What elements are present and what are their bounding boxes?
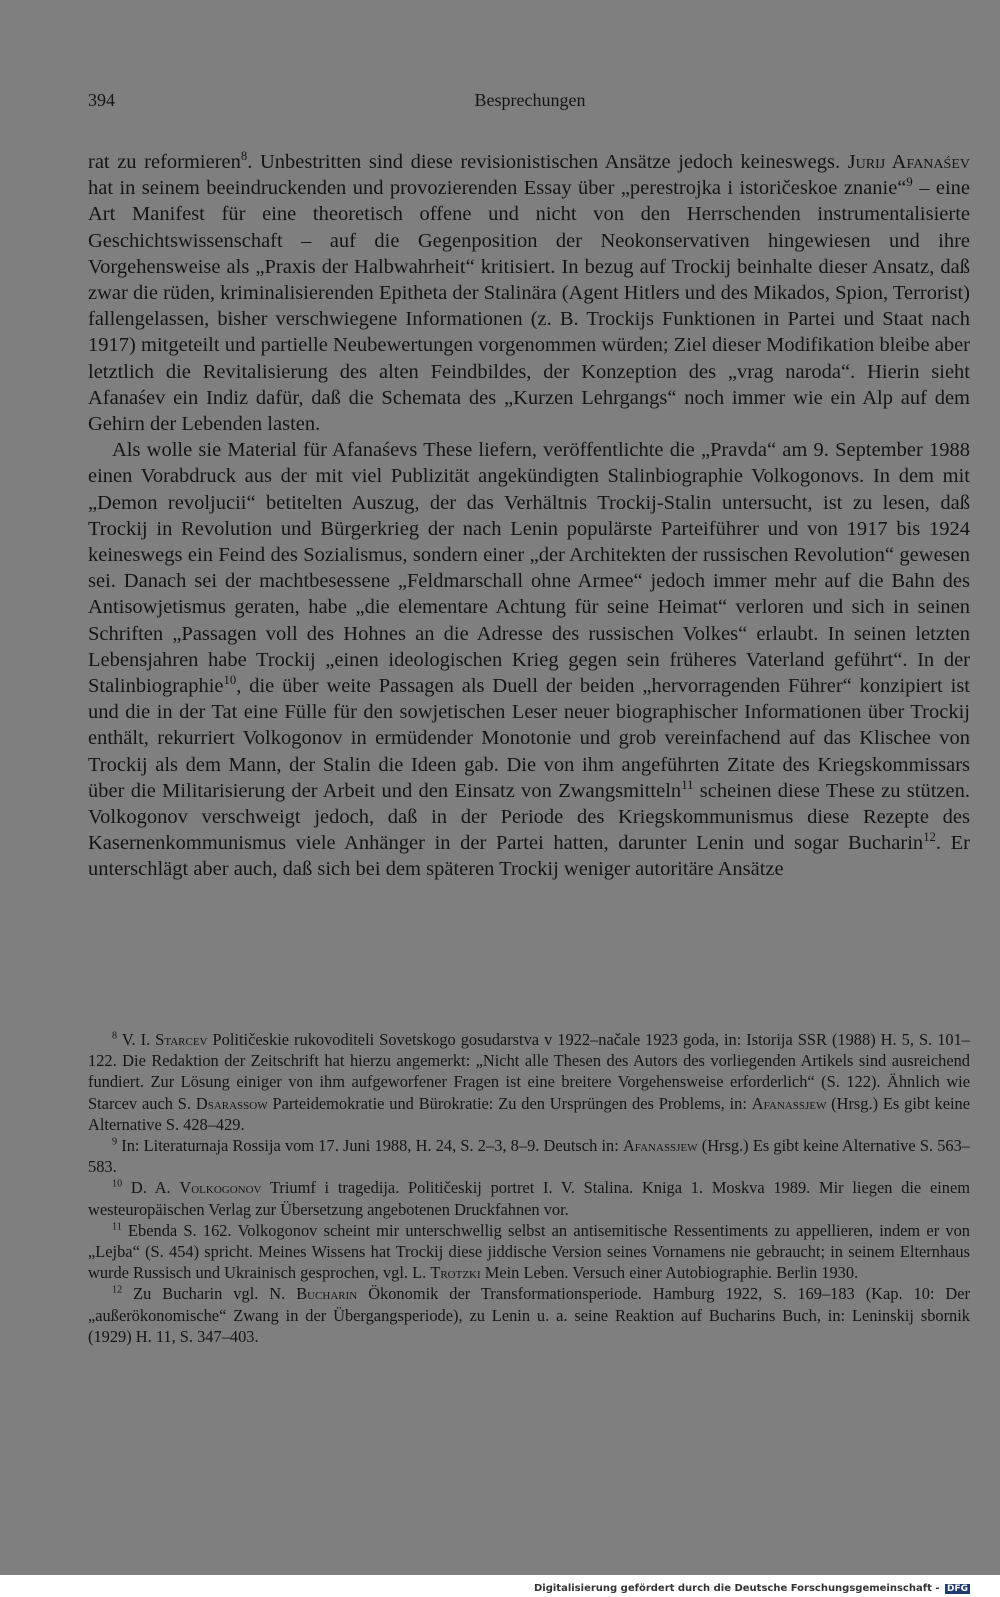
footnotes xyxy=(88,1029,970,1347)
footnote-marker: 12 xyxy=(112,1284,123,1296)
text-run: D. A. xyxy=(122,1178,180,1198)
footnote-marker: 11 xyxy=(112,1221,122,1233)
footnote-8 xyxy=(88,1029,970,1135)
footnote-11 xyxy=(88,1220,970,1284)
footnote-marker: 10 xyxy=(112,1178,123,1190)
text-run: . Er unterschlägt aber auch, daß sich bei dem späteren Trockij weniger autoritäre Ansätze xyxy=(88,832,970,881)
text-run: Zu Bucharin vgl. N. xyxy=(122,1284,297,1304)
running-title: Besprechungen xyxy=(474,90,586,110)
author-name: Volkogonov xyxy=(179,1178,262,1198)
author-name: Afanassjew xyxy=(751,1093,827,1113)
text-run: scheinen diese These zu stützen. Volkogonov verschweigt jedoch, daß in der Periode des Kriegskommunismus diese Rezepte des Kasernenkommunismus viele Anhänger in der Partei hatten, darunter Lenin und sogar Bucharin xyxy=(88,779,970,855)
author-name: Dsarassow xyxy=(195,1093,268,1113)
body-text xyxy=(88,149,970,883)
text-run: . Unbestritten sind diese revisionistischen Ansätze jedoch keineswegs. xyxy=(247,151,848,173)
footnote-12 xyxy=(88,1283,970,1347)
footnote-marker: 8 xyxy=(240,149,248,164)
text-run: (Hrsg.) Es gibt keine Alternative S. 563–583. xyxy=(88,1136,971,1177)
footnote-marker: 10 xyxy=(223,673,237,688)
text-run: hat in seinem beeindruckenden und provozierenden Essay über „perestrojka i istoričeskoe znanie“ xyxy=(88,177,907,200)
text-run: Ökonomik der Transformationsperiode. Hamburg 1922, S. 169–183 (Kap. 10: Der „außerökonomische“ Zwang in der Übergangsperiode), zu Lenin u. a. seine Reaktion auf Bucharins Buch, in: Leninskij sbornik (1929) H. 11, S. 347–403. xyxy=(88,1284,970,1346)
text-run: – eine Art Manifest für eine theoretisch offene und nicht von den Herrschenden instrumentalisierte Geschichtswissenschaft – auf die Gegenposition der Neokonservativen hingewiesen und ihre Vorgehensweise als „Praxis der Halbwahrheit“ kritisiert. In bezug auf Trockij beinhalte dieser Ansatz, daß zwar die rüden, kriminalisierenden Epitheta der Stalinära (Agent Hitlers und des Mikados, Spion, Terrorist) fallengelassen, bisher verschwiegene Informationen (z. B. Trockijs Funktionen in Partei und Staat nach 1917) mitgeteilt und partielle Neubewertungen vorgenommen würden; Ziel dieser Modifikation bleibe aber letztlich die Revitalisierung des alten Feindbildes, der Konzeption des „vrag naroda“. Hierin sieht Afanaśev ein Indiz dafür, daß die Schemata des „Kurzen Lehrgangs“ noch immer wie ein Alp auf dem Gehirn der Lebenden lasten. xyxy=(88,177,970,436)
text-run: V. I. xyxy=(117,1030,156,1049)
text-run: Ebenda S. 162. Volkogonov scheint mir unterschwellig selbst an antisemitische Ressentiments zu appellieren, indem er von „Lejba“ (S. 454) spricht. Meines Wissens hat Trockij diese jiddische Version seines Vornamens nie gebraucht; in seinem Elternhaus wurde Russisch und Ukrainisch gesprochen, vgl. L. xyxy=(88,1220,970,1283)
text-run: , die über weite Passagen als Duell der beiden „hervorragenden Führer“ konzipiert ist und die in der Tat eine Fülle für den sowjetischen Leser neuer biographischer Informationen über Trockij enthält, rekurriert Volkogonov in ermüdender Monotonie und grob vereinfachend auf das Klischee von Trockij als dem Mann, der Stalin die Ideen gab. Die von ihm angeführten Zitate des Kriegskommissars über die Militarisierung der Arbeit und den Einsatz von Zwangsmitteln xyxy=(88,675,970,802)
dfg-logo: DFG xyxy=(946,1584,968,1594)
credit-text: Digitalisierung gefördert durch die Deutsche Forschungsgemeinschaft - xyxy=(533,1583,940,1594)
author-name: Bucharin xyxy=(296,1284,358,1304)
text-run: Triumf i tragedija. Političeskij portret I. V. Stalina. Kniga 1. Moskva 1989. Mir liegen die einem westeuropäischen Verlag zur Übersetzung angebotenen Druckfahnen vor. xyxy=(88,1178,970,1219)
text-run: Političeskie rukovoditeli Sovetskogo gosudarstva v 1922–načale 1923 goda, in: Istorija SSR (1988) H. 5, S. 101–122. Die Redaktion der Zeitschrift hat hierzu angemerkt: „Nicht alle Thesen des Autors des vorliegenden Artikels sind ausreichend fundiert. Zur Lösung einiger von ihm aufgeworfener Fragen ist eine breitere Vorgehensweise erforderlich“ (S. 122). Ähnlich wie Starcev auch S. xyxy=(88,1030,971,1113)
footnote-marker: 9 xyxy=(112,1136,118,1148)
footnote-marker: 9 xyxy=(906,175,913,190)
paragraph xyxy=(88,149,970,437)
text-run: In: Literaturnaja Rossija vom 17. Juni 1988, H. 24, S. 2–3, 8–9. Deutsch in: xyxy=(117,1136,623,1156)
author-name: Starcev xyxy=(155,1030,208,1049)
text-run: Mein Leben. Versuch einer Autobiographie. Berlin 1930. xyxy=(480,1263,859,1283)
paragraph xyxy=(88,437,970,882)
text-run: rat zu reformieren xyxy=(88,151,241,173)
footnote-marker: 12 xyxy=(923,830,936,845)
digitization-credit xyxy=(534,1583,970,1594)
text-run: Parteidemokratie und Bürokratie: Zu den Ursprüngen des Problems, in: xyxy=(267,1093,752,1113)
text-run: (Hrsg.) Es gibt keine Alternative S. 428–429. xyxy=(88,1093,970,1134)
author-name: Jurij Afanaśev xyxy=(847,151,970,173)
footnote-9 xyxy=(88,1135,970,1177)
page-number: 394 xyxy=(88,90,115,110)
footnote-10 xyxy=(88,1177,970,1219)
text-run: Als wolle sie Material für Afanaśevs These liefern, veröffentlichte die „Pravda“ am 9. September 1988 einen Vorabdruck aus der mit viel Publizität angekündigten Stalinbiographie Volkogonovs. In dem mit „Demon revoljucii“ betitelten Auszug, der das Verhältnis Trockij-Stalin untersucht, ist zu lesen, daß Trockij in Revolution und Bürgerkrieg der nach Lenin populärste Parteiführer und von 1917 bis 1924 keineswegs ein Feind des Sozialismus, sondern einer „der Architekten der russischen Revolution“ gewesen sei. Danach sei der machtbesessene „Feldmarschall ohne Armee“ jedoch immer mehr auf die Bahn des Antisowjetismus geraten, habe „die elementare Achtung für seine Heimat“ verloren und sich in seinen Schriften „Passagen voll des Hohnes an die Adresse des russischen Volkes“ erlaubt. In seinen letzten Lebensjahren habe Trockij „einen ideologischen Krieg gegen sein früheres Vaterland geführt“. In der Stalinbiographie xyxy=(88,439,970,698)
author-name: Afanassjew xyxy=(622,1136,698,1156)
footnote-marker: 11 xyxy=(681,778,694,793)
page-header xyxy=(88,90,972,120)
footnote-marker: 8 xyxy=(112,1030,118,1042)
author-name: Trotzki xyxy=(430,1263,481,1283)
